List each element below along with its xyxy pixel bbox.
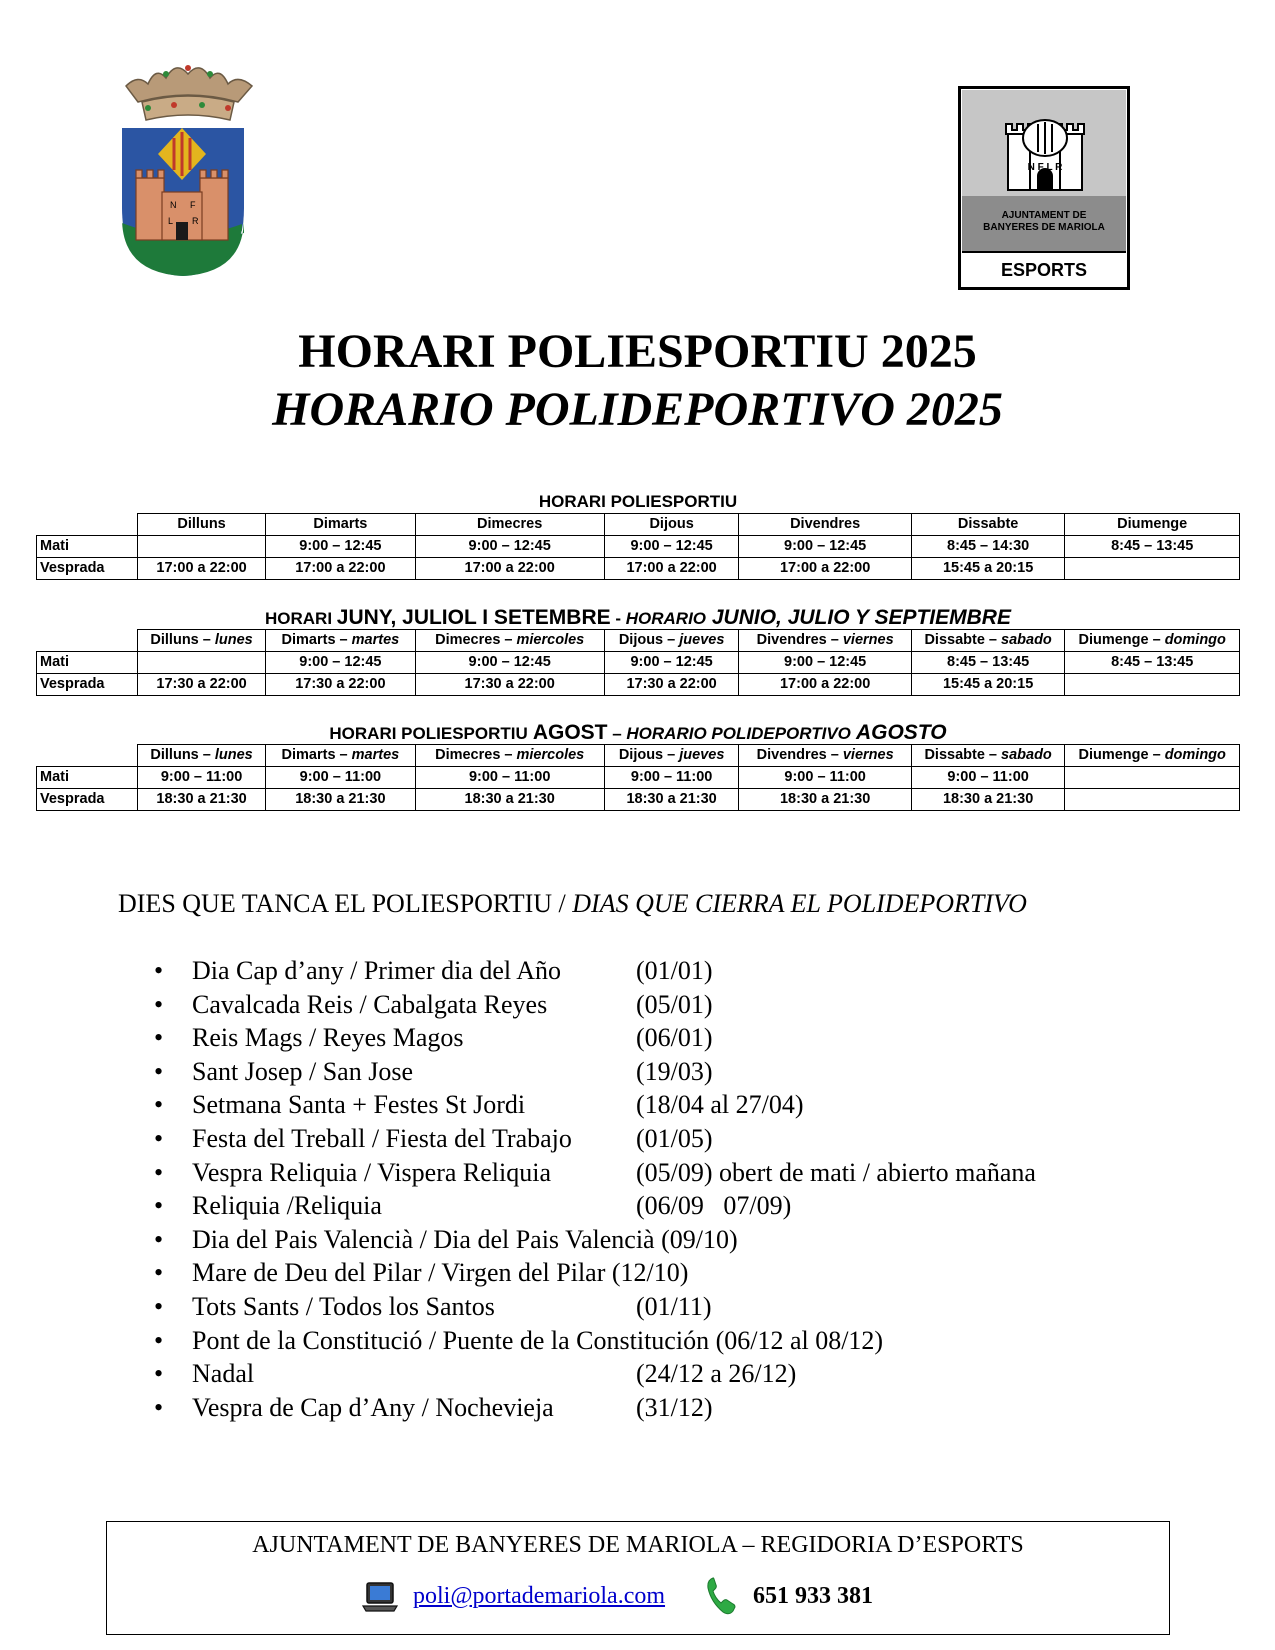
- holiday-label: Setmana Santa + Festes St Jordi: [192, 1090, 526, 1120]
- table-row: [37, 767, 1240, 789]
- email-link[interactable]: poli@portademariola.com: [413, 1583, 666, 1609]
- time-cell: 18:30 a 21:30: [911, 789, 1065, 811]
- time-cell: 9:00 – 12:45: [266, 652, 415, 674]
- holiday-label: Tots Sants / Todos los Santos: [192, 1291, 495, 1321]
- bullet: •: [154, 1392, 164, 1422]
- day-val: Divendres: [756, 747, 827, 763]
- time-cell: 9:00 – 12:45: [266, 536, 415, 558]
- row-label: Mati: [37, 767, 138, 789]
- day-es: jueves: [679, 747, 725, 763]
- day-header: Dimarts – martes: [266, 745, 415, 767]
- summer-title-part: JUNY, JULIOL I SETEMBRE: [336, 606, 611, 629]
- august-title-part: AGOST: [527, 721, 608, 744]
- closed-days-title: [118, 888, 1027, 920]
- row-label: Mati: [37, 536, 138, 558]
- day-val: Dimarts: [281, 747, 336, 763]
- time-cell: 17:00 a 22:00: [604, 558, 739, 580]
- summer-title-part: -: [610, 609, 626, 628]
- bullet: •: [154, 956, 164, 985]
- time-cell: 9:00 – 12:45: [604, 652, 739, 674]
- svg-text:L: L: [168, 216, 174, 226]
- day-es: viernes: [842, 632, 894, 648]
- logo-monogram: N F L R: [1027, 162, 1063, 173]
- day-val: Dilluns: [150, 747, 199, 763]
- august-schedule-table: [36, 744, 1240, 811]
- day-val: Dilluns: [150, 632, 199, 648]
- phone-number: 651 933 381: [753, 1583, 873, 1609]
- day-header: Dilluns – lunes: [137, 745, 265, 767]
- bullet: •: [154, 1359, 164, 1389]
- day-header: Dilluns – lunes: [137, 630, 265, 652]
- bullet: •: [154, 1090, 164, 1120]
- time-cell: 9:00 – 12:45: [739, 536, 911, 558]
- holiday-label: Reliquia /Reliquia: [192, 1191, 382, 1221]
- table-row: [37, 536, 1240, 558]
- august-title-part: –: [607, 724, 627, 743]
- holiday-date: (01/05): [636, 1123, 713, 1153]
- table-row: [37, 558, 1240, 580]
- summer-schedule-title: [36, 608, 1240, 629]
- time-cell: [1065, 674, 1240, 696]
- time-cell: 17:30 a 22:00: [137, 674, 265, 696]
- table-row: [37, 652, 1240, 674]
- time-cell: 18:30 a 21:30: [266, 789, 415, 811]
- general-schedule-table: [36, 513, 1240, 580]
- logo-org-line1: AJUNTAMENT DE: [1001, 210, 1087, 221]
- summer-title-part: HORARI: [265, 609, 337, 628]
- time-cell: 8:45 – 14:30: [911, 536, 1065, 558]
- phone-icon: [705, 1574, 737, 1616]
- august-title-part: AGOSTO: [850, 721, 947, 744]
- day-val: Dissabte: [924, 747, 985, 763]
- time-cell: 18:30 a 21:30: [137, 789, 265, 811]
- time-cell: 9:00 – 11:00: [415, 767, 604, 789]
- holiday-label: Festa del Treball / Fiesta del Trabajo: [192, 1123, 572, 1153]
- esports-logo: [958, 86, 1130, 290]
- holiday-date: (24/12 a 26/12): [636, 1359, 797, 1389]
- time-cell: [1065, 767, 1240, 789]
- time-cell: 9:00 – 12:45: [604, 536, 739, 558]
- day-header: Diumenge: [1065, 514, 1240, 536]
- august-schedule-title: [36, 723, 1240, 744]
- page-title-spanish: HORARIO POLIDEPORTIVO 2025: [272, 383, 1003, 436]
- day-header: Dimecres – miercoles: [415, 745, 604, 767]
- time-cell: [1065, 789, 1240, 811]
- august-title-part: HORARI POLIESPORTIU: [329, 724, 528, 743]
- holiday-date: (31/12): [636, 1392, 713, 1422]
- time-cell: 17:30 a 22:00: [604, 674, 739, 696]
- row-label: Vesprada: [37, 558, 138, 580]
- day-val: Dimarts: [281, 632, 336, 648]
- time-cell: 9:00 – 12:45: [739, 652, 911, 674]
- time-cell: 9:00 – 12:45: [415, 652, 604, 674]
- time-cell: 18:30 a 21:30: [604, 789, 739, 811]
- table-header-row: [37, 514, 1240, 536]
- day-header: Dissabte – sabado: [911, 630, 1065, 652]
- time-cell: 17:00 a 22:00: [266, 558, 415, 580]
- day-es: sabado: [1001, 632, 1052, 648]
- bullet: •: [154, 989, 164, 1019]
- day-val: Dijous: [618, 747, 664, 763]
- day-es: sabado: [1001, 747, 1052, 763]
- time-cell: 15:45 a 20:15: [911, 558, 1065, 580]
- holiday-date: (18/04 al 27/04): [636, 1090, 804, 1120]
- holiday-label: Reis Mags / Reyes Magos: [192, 1023, 464, 1053]
- closed-title-es: DIAS QUE CIERRA EL POLIDEPORTIVO: [572, 889, 1027, 918]
- time-cell: 17:00 a 22:00: [137, 558, 265, 580]
- time-cell: 17:00 a 22:00: [415, 558, 604, 580]
- bullet: •: [154, 1224, 164, 1254]
- day-val: Diumenge: [1078, 747, 1149, 763]
- day-es: viernes: [842, 747, 894, 763]
- bullet: •: [154, 1291, 164, 1321]
- time-cell: [1065, 558, 1240, 580]
- footer-title: AJUNTAMENT DE BANYERES DE MARIOLA – REGIDORIA D’ESPORTS: [252, 1532, 1024, 1558]
- page-title-valencian: HORARI POLIESPORTIU 2025: [298, 325, 977, 378]
- time-cell: 9:00 – 12:45: [415, 536, 604, 558]
- contact-footer: [106, 1521, 1170, 1635]
- time-cell: 17:00 a 22:00: [739, 558, 911, 580]
- day-es: miercoles: [516, 632, 585, 648]
- empty-corner-cell: [37, 514, 138, 536]
- row-label: Mati: [37, 652, 138, 674]
- general-schedule-title: HORARI POLIESPORTIU: [538, 492, 738, 511]
- summer-schedule-table: [36, 629, 1240, 696]
- time-cell: 8:45 – 13:45: [1065, 536, 1240, 558]
- bullet: •: [154, 1157, 164, 1187]
- time-cell: 15:45 a 20:15: [911, 674, 1065, 696]
- day-header: Divendres – viernes: [739, 630, 911, 652]
- day-val: Divendres: [756, 632, 827, 648]
- day-header: Dimecres – miercoles: [415, 630, 604, 652]
- day-es: miercoles: [516, 747, 585, 763]
- bullet: •: [154, 1191, 164, 1221]
- day-val: Dimecres: [435, 632, 501, 648]
- summer-title-part: HORARIO: [625, 609, 707, 628]
- day-header: Diumenge – domingo: [1065, 630, 1240, 652]
- table-row: [37, 674, 1240, 696]
- day-es: martes: [351, 632, 400, 648]
- table-row: [37, 789, 1240, 811]
- svg-text:R: R: [192, 216, 199, 226]
- day-header: Diumenge – domingo: [1065, 745, 1240, 767]
- bullet: •: [154, 1056, 164, 1086]
- day-header: Dissabte: [911, 514, 1065, 536]
- logo-esports-label: ESPORTS: [1000, 260, 1088, 280]
- table-header-row: [37, 630, 1240, 652]
- holiday-date: (05/09) obert de mati / abierto mañana: [636, 1157, 1036, 1187]
- day-header: Dijous – jueves: [604, 630, 739, 652]
- holiday-date: (05/01): [636, 989, 713, 1019]
- time-cell: 17:30 a 22:00: [266, 674, 415, 696]
- holiday-label: Mare de Deu del Pilar / Virgen del Pilar (12/10): [192, 1258, 689, 1288]
- august-title-part: HORARIO POLIDEPORTIVO: [626, 724, 851, 743]
- day-header: Divendres – viernes: [739, 745, 911, 767]
- time-cell: 8:45 – 13:45: [1065, 652, 1240, 674]
- day-val: Diumenge: [1078, 632, 1149, 648]
- holiday-label: Dia del Pais Valencià / Dia del Pais Valencià (09/10): [192, 1224, 738, 1254]
- time-cell: 9:00 – 11:00: [266, 767, 415, 789]
- day-val: Dissabte: [924, 632, 985, 648]
- holiday-label: Sant Josep / San Jose: [192, 1056, 413, 1086]
- holiday-label: Cavalcada Reis / Cabalgata Reyes: [192, 989, 548, 1019]
- holiday-label: Dia Cap d’any / Primer dia del Año: [192, 956, 561, 985]
- day-header: Dimarts – martes: [266, 630, 415, 652]
- day-header: Dimarts: [266, 514, 415, 536]
- day-val: Dimecres: [435, 747, 501, 763]
- holiday-date: (19/03): [636, 1056, 713, 1086]
- day-es: martes: [351, 747, 400, 763]
- empty-corner-cell: [37, 745, 138, 767]
- time-cell: 17:30 a 22:00: [415, 674, 604, 696]
- day-es: lunes: [214, 747, 253, 763]
- time-cell: 9:00 – 11:00: [137, 767, 265, 789]
- day-header: Dissabte – sabado: [911, 745, 1065, 767]
- time-cell: [137, 536, 265, 558]
- day-es: domingo: [1164, 632, 1226, 648]
- time-cell: 18:30 a 21:30: [739, 789, 911, 811]
- row-label: Vesprada: [37, 789, 138, 811]
- time-cell: 9:00 – 11:00: [739, 767, 911, 789]
- time-cell: 18:30 a 21:30: [415, 789, 604, 811]
- banyeres-crest-icon: [118, 58, 258, 290]
- day-header: Divendres: [739, 514, 911, 536]
- holiday-label: Pont de la Constitució / Puente de la Constitución (06/12 al 08/12): [192, 1325, 884, 1355]
- holiday-label: Vespra Reliquia / Vispera Reliquia: [192, 1157, 551, 1187]
- day-header: Dilluns: [137, 514, 265, 536]
- svg-text:N: N: [170, 200, 177, 210]
- time-cell: 9:00 – 11:00: [604, 767, 739, 789]
- bullet: •: [154, 1325, 164, 1355]
- logo-org-line2: BANYERES DE MARIOLA: [983, 222, 1105, 233]
- day-header: Dijous: [604, 514, 739, 536]
- holiday-date: (01/01): [636, 956, 713, 985]
- laptop-icon: [361, 1580, 399, 1614]
- day-es: lunes: [214, 632, 253, 648]
- bullet: •: [154, 1258, 164, 1288]
- bullet: •: [154, 1123, 164, 1153]
- day-header: Dimecres: [415, 514, 604, 536]
- holiday-date: (01/11): [636, 1291, 712, 1321]
- esports-logo-graphic: [958, 86, 1130, 290]
- day-es: domingo: [1164, 747, 1226, 763]
- holiday-label: Nadal: [192, 1359, 255, 1389]
- empty-corner-cell: [37, 630, 138, 652]
- bullet: •: [154, 1023, 164, 1053]
- holiday-date: (06/09 07/09): [636, 1191, 792, 1221]
- svg-text:F: F: [190, 200, 196, 210]
- summer-title-part: JUNIO, JULIO Y SEPTIEMBRE: [706, 606, 1011, 629]
- holiday-label: Vespra de Cap d’Any / Nochevieja: [192, 1392, 554, 1422]
- time-cell: 17:00 a 22:00: [739, 674, 911, 696]
- day-val: Dijous: [618, 632, 664, 648]
- day-es: jueves: [679, 632, 725, 648]
- time-cell: 9:00 – 11:00: [911, 767, 1065, 789]
- holiday-date: (06/01): [636, 1023, 713, 1053]
- row-label: Vesprada: [37, 674, 138, 696]
- table-header-row: [37, 745, 1240, 767]
- closed-title-val: DIES QUE TANCA EL POLIESPORTIU /: [118, 889, 573, 918]
- time-cell: [137, 652, 265, 674]
- day-header: Dijous – jueves: [604, 745, 739, 767]
- time-cell: 8:45 – 13:45: [911, 652, 1065, 674]
